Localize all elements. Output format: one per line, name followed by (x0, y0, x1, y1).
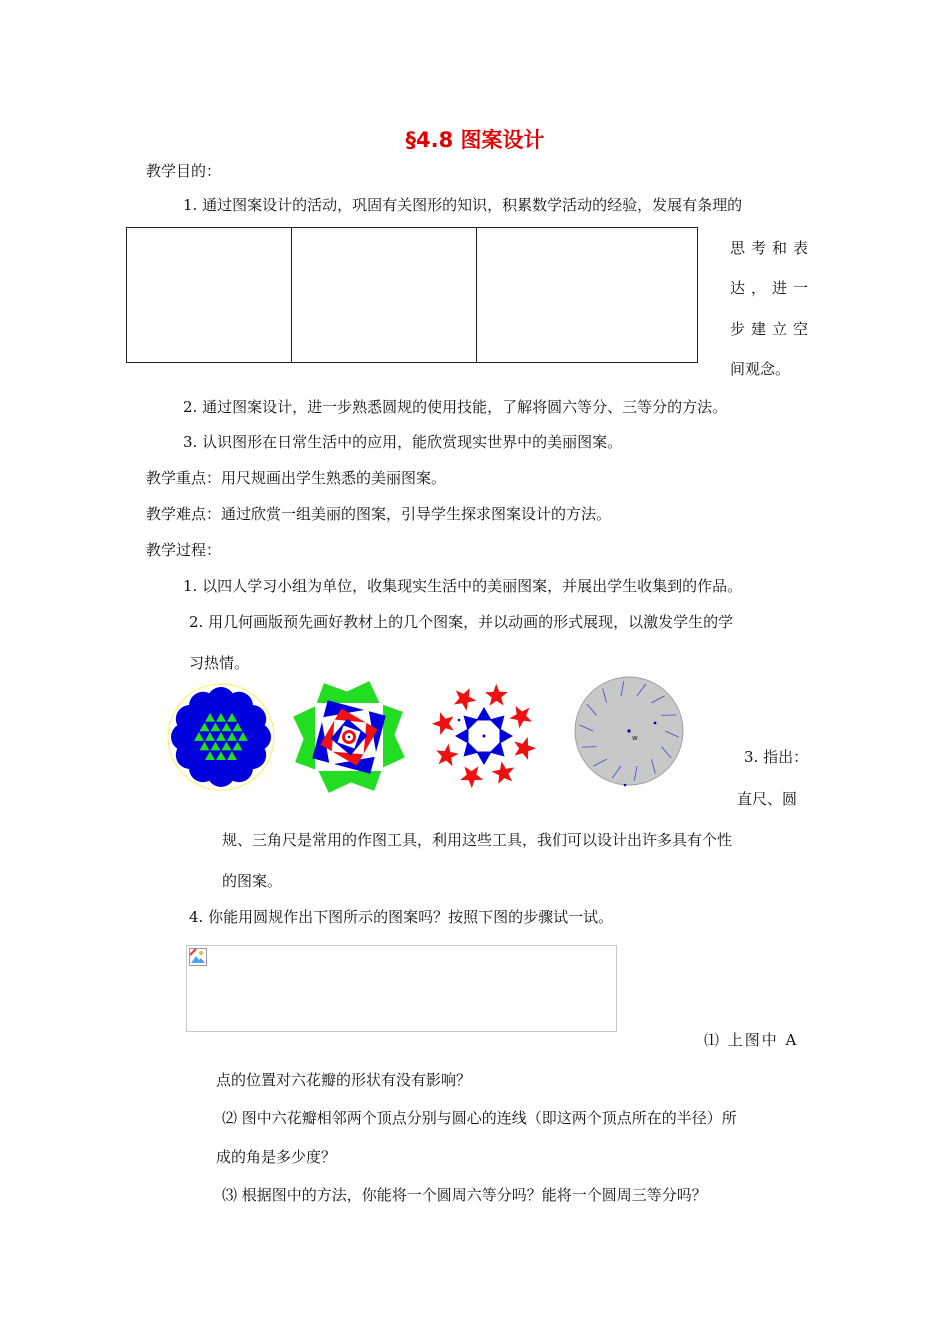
question-3: ⑶ 根据图中的方法，你能将一个圆周六等分吗？能将一个圆周三等分吗？ (222, 1186, 707, 1204)
objective-1-side-3: 步建立空 (730, 320, 815, 338)
missing-image-placeholder (186, 945, 617, 1032)
blue-triangle (490, 716, 505, 731)
process-step-1: 1. 以四人学习小组为单位，收集现实生活中的美丽图案，并展出学生收集到的作品。 (183, 577, 743, 595)
table-cell (127, 228, 292, 362)
page-title: §4.8 图案设计 (405, 128, 545, 152)
arc-tick (661, 715, 676, 716)
arc-tick (582, 747, 597, 748)
blue-triangle (490, 742, 505, 757)
process-step-4: 4. 你能用圆规作出下图所示的图案吗？按照下图的步骤试一试。 (189, 908, 614, 926)
blue-triangle (500, 728, 514, 744)
circle-construction-figure (572, 676, 686, 790)
objectives-heading: 教学目的： (146, 162, 222, 180)
objective-1-side-4: 间观念。 (730, 360, 791, 378)
blue-triangle (476, 707, 492, 721)
red-star (436, 744, 459, 767)
red-star (509, 706, 532, 729)
process-step-3-line-4: 的图案。 (222, 872, 283, 890)
red-star (432, 712, 454, 735)
process-step-3-line-2: 直尺、圆 (737, 790, 798, 808)
process-step-2-line-2: 习热情。 (189, 654, 250, 672)
blue-triangle (464, 716, 479, 731)
square-pattern-figure (290, 676, 408, 798)
objective-3: 3. 认识图形在日常生活中的应用，能欣赏现实世界中的美丽图案。 (183, 433, 623, 451)
objective-1-side-2: 达，进一 (730, 279, 815, 297)
star-pattern-figure (428, 680, 540, 792)
figure-point-label: w (632, 734, 638, 742)
process-step-2-line-1: 2. 用几何画版预先画好教材上的几个图案，并以动画的形式展现，以激发学生的学 (189, 613, 734, 631)
table-cell (477, 228, 697, 362)
objective-2: 2. 通过图案设计，进一步熟悉圆规的使用技能，了解将圆六等分、三等分的方法。 (183, 398, 728, 416)
empty-table (126, 227, 698, 363)
flower-pattern-figure (166, 682, 276, 792)
blue-triangle (455, 728, 469, 744)
red-star (492, 761, 515, 784)
question-1-line-1: ⑴ 上图中 A (704, 1031, 799, 1049)
blue-triangle (476, 752, 492, 766)
blue-triangle (464, 742, 479, 757)
red-star (460, 766, 483, 788)
difficulty: 教学难点：通过欣赏一组美丽的图案，引导学生探求图案设计的方法。 (146, 505, 612, 523)
red-star (454, 688, 477, 711)
process-heading: 教学过程： (146, 541, 222, 559)
red-star (485, 684, 508, 706)
table-cell (292, 228, 477, 362)
objective-1-line-1: 1. 通过图案设计的活动，巩固有关图形的知识，积累数学活动的经验，发展有条理的 (183, 196, 743, 214)
process-step-3-line-1: 3. 指出： (744, 748, 809, 766)
objective-1-side-1: 思考和表 (730, 239, 815, 257)
question-2-line-1: ⑵ 图中六花瓣相邻两个顶点分别与圆心的连线（即这两个顶点所在的半径）所 (222, 1109, 737, 1127)
question-1-line-2: 点的位置对六花瓣的形状有没有影响？ (216, 1071, 472, 1089)
question-2-line-2: 成的角是多少度？ (216, 1148, 337, 1166)
process-step-3-line-3: 规、三角尺是常用的作图工具，利用这些工具，我们可以设计出许多具有个性 (222, 831, 733, 849)
red-star (514, 737, 536, 760)
broken-image-icon (189, 948, 207, 966)
key-point: 教学重点：用尺规画出学生熟悉的美丽图案。 (146, 469, 447, 487)
